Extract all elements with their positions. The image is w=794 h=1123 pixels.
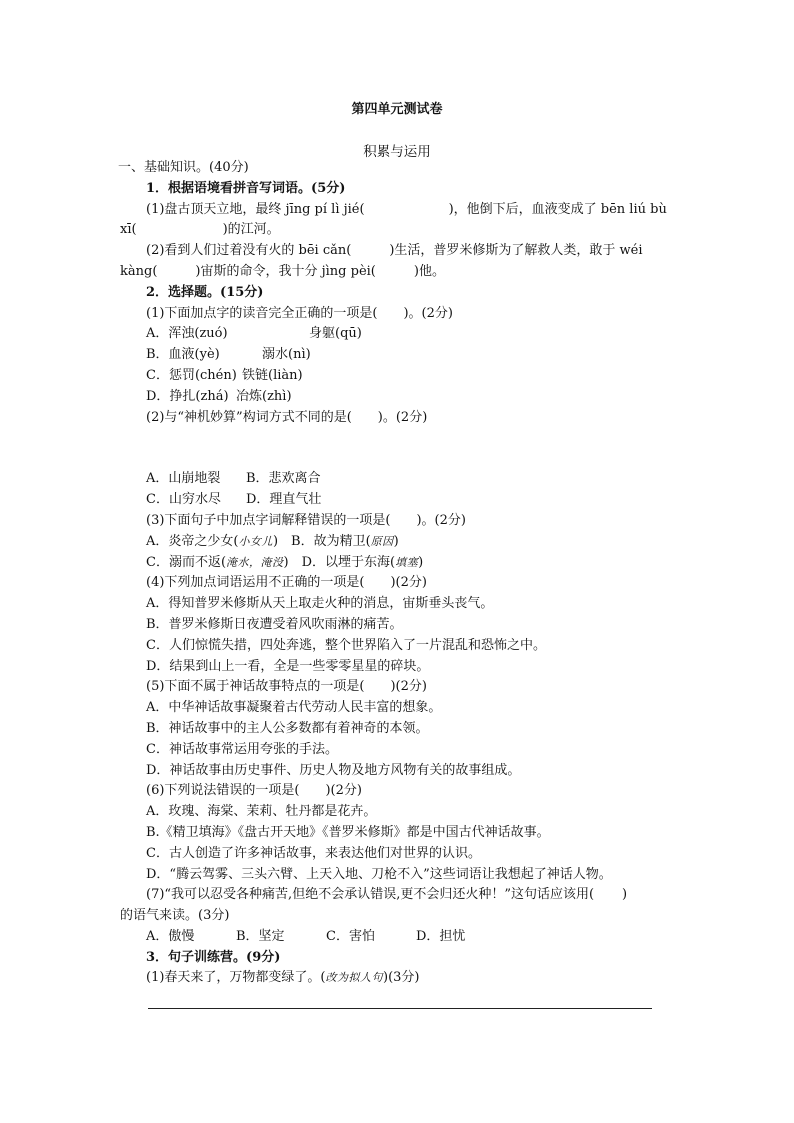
q2-s4-option-c: C．人们惊慌失措，四处奔逃，整个世界陷入了一片混乱和恐怖之中。 — [146, 637, 546, 653]
option-text: 溺水(nì) — [262, 347, 311, 363]
option-text: ) — [393, 533, 399, 549]
option-text: 冶炼(zhì) — [236, 388, 292, 404]
q1-item2-text-e: )他。 — [413, 263, 445, 279]
option-text: A．浑浊(zuó) — [146, 326, 228, 342]
q3-stem: 3．句子训练营。(9分) — [146, 949, 281, 965]
annotation-note: 原因 — [370, 534, 394, 548]
option-text: ) D．以堙于东海( — [283, 554, 396, 570]
q2-stem: 2．选择题。(15分) — [146, 284, 264, 300]
option-text: C．山穷水尽 — [146, 492, 221, 508]
option-text: C．溺而不返( — [146, 554, 227, 570]
q2-s1-option-b — [118, 345, 674, 366]
annotation-note: 改为拟人句 — [325, 971, 383, 985]
q1-item1-text-d: )的江河。 — [222, 222, 280, 238]
q3-s1 — [118, 968, 674, 989]
q1-item2-text-c: kàng( — [120, 263, 158, 279]
q2-s7-stem — [118, 885, 674, 906]
q2-s5-option-a: A．中华神话故事凝聚着古代劳动人民丰富的想象。 — [146, 700, 442, 716]
exam-content — [118, 158, 674, 989]
annotation-note: 填塞 — [395, 555, 419, 569]
annotation-note: 淹水，淹没 — [226, 555, 284, 569]
q2-s7-options — [118, 927, 674, 948]
q2-s4-option-d: D．结果到山上一看，全是一些零零星星的碎块。 — [146, 658, 430, 674]
q1-stem: 1．根据语境看拼音写词语。(5分) — [146, 180, 346, 196]
q1-item2-line1 — [118, 241, 674, 262]
question-text: ) — [622, 887, 628, 903]
q1-item1-line1 — [118, 200, 674, 221]
q2-s2-stem: (2)与“神机妙算”构词方式不同的是( )。(2分) — [146, 409, 428, 425]
q2-s5-stem: (5)下面不属于神话故事特点的一项是( )(2分) — [146, 679, 427, 695]
option-text: A．山崩地裂 — [146, 471, 221, 487]
option-text: D．担忧 — [416, 928, 466, 944]
spacer — [118, 428, 674, 469]
q1-item2-text-b: )生活，普罗米修斯为了解救人类，敢于 wéi — [389, 243, 643, 259]
q2-s4-option-b: B．普罗米修斯日夜遭受着风吹雨淋的痛苦。 — [146, 616, 403, 632]
question-text: )(3分) — [383, 970, 420, 986]
q1-item2-line2 — [118, 262, 674, 283]
option-text: B．悲欢离合 — [246, 471, 321, 487]
q2-s6-option-a: A．玫瑰、海棠、茉莉、牡丹都是花卉。 — [146, 804, 377, 820]
answer-line[interactable] — [148, 1008, 652, 1009]
q2-s7-stem-cont: 的语气来读。(3分) — [120, 908, 230, 924]
q2-s1-option-d — [118, 387, 674, 408]
q2-s5-option-c: C．神话故事常运用夸张的手法。 — [146, 741, 338, 757]
option-text: ) B．故为精卫( — [272, 533, 371, 549]
q1-item1-line2 — [118, 220, 674, 241]
option-text: A．傲慢 — [146, 928, 195, 944]
q2-s1-option-a — [118, 324, 674, 345]
option-text: C．害怕 — [326, 928, 375, 944]
q2-s5-option-b: B．神话故事中的主人公多数都有着神奇的本领。 — [146, 720, 429, 736]
q1-item1-text-b: )，他倒下后，血液变成了 bēn liú bù — [448, 201, 667, 217]
q2-s1-stem: (1)下面加点字的读音完全正确的一项是( )。(2分) — [146, 305, 453, 321]
q2-s3-row2 — [118, 553, 674, 574]
option-text: A．炎帝之少女( — [146, 533, 239, 549]
q1-item1-text-c: xī( — [120, 222, 137, 238]
q2-s4-stem: (4)下列加点词语运用不正确的一项是( )(2分) — [146, 575, 427, 591]
option-text: D．理直气壮 — [246, 492, 322, 508]
q2-s3-stem: (3)下面句子中加点字词解释错误的一项是( )。(2分) — [146, 512, 466, 528]
part1-heading: 一、基础知识。(40分) — [118, 160, 249, 175]
q1-item2-text-d: )宙斯的命令，我十分 jìng pèi( — [195, 263, 376, 279]
question-text: (1)春天来了，万物都变绿了。( — [146, 970, 326, 986]
q2-s2-row2 — [118, 490, 674, 511]
option-text: B．血液(yè) — [146, 347, 220, 363]
option-text: B．坚定 — [236, 928, 285, 944]
q2-s3-row1 — [118, 532, 674, 553]
question-text: (7)“我可以忍受各种痛苦,但绝不会承认错误,更不会归还火种！”这句话应该用( — [146, 887, 595, 903]
q2-s5-option-d: D．神话故事由历史事件、历史人物及地方风物有关的故事组成。 — [146, 762, 521, 778]
q2-s2-row1 — [118, 469, 674, 490]
annotation-note: 小女儿 — [238, 534, 273, 548]
option-text: C．惩罚(chén) — [146, 367, 237, 383]
option-text: D．挣扎(zhá) — [146, 388, 229, 404]
q2-s1-option-c — [118, 366, 674, 387]
section-subtitle: 积累与运用 — [363, 144, 431, 160]
q2-s6-option-c: C．古人创造了许多神话故事，来表达他们对世界的认识。 — [146, 845, 481, 861]
option-text: 铁链(liàn) — [242, 367, 303, 383]
q2-s6-option-b: B.《精卫填海》《盘古开天地》《普罗米修斯》都是中国古代神话故事。 — [146, 824, 550, 840]
q2-s6-stem: (6)下列说法错误的一项是( )(2分) — [146, 783, 362, 799]
q2-s6-option-d: D．“腾云驾雾、三头六臂、上天入地、刀枪不入”这些词语让我想起了神话人物。 — [146, 866, 612, 882]
option-text: ) — [418, 554, 424, 570]
page-title: 第四单元测试卷 — [351, 102, 443, 117]
q1-item1-text-a: (1)盘古顶天立地，最终 jīng pí lì jié( — [146, 201, 365, 217]
q2-s4-option-a: A．得知普罗米修斯从天上取走火种的消息，宙斯垂头丧气。 — [146, 596, 494, 612]
option-text: 身躯(qū) — [309, 326, 362, 342]
q1-item2-text-a: (2)看到人们过着没有火的 bēi cǎn( — [146, 243, 352, 259]
